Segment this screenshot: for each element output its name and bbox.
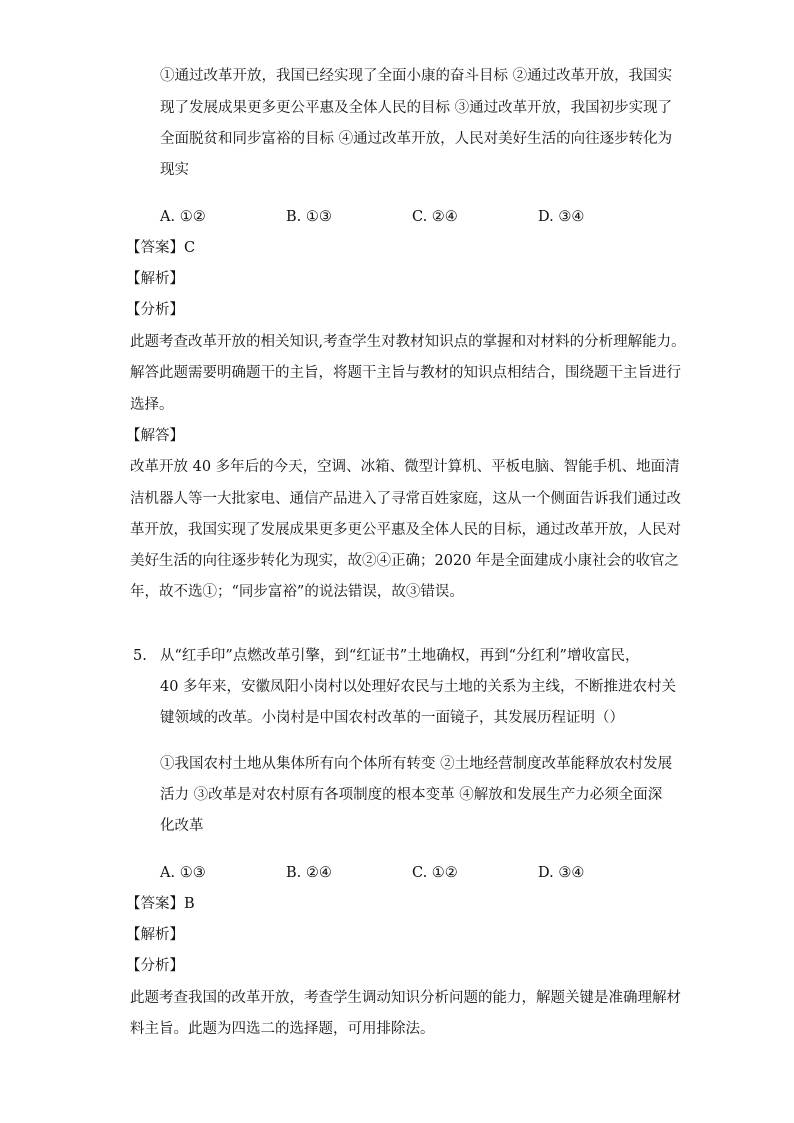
q4-jiexi-heading: 【解析】 [126,271,184,287]
q5-jiexi-heading: 【解析】 [126,927,184,943]
q4-analysis-line: 此题考查改革开放的相关知识,考查学生对教材知识点的掌握和对材料的分析理解能力。 [130,334,686,350]
q4-statement-line: ①通过改革开放，我国已经实现了全面小康的奋斗目标 ②通过改革开放，我国实 [160,68,673,84]
q4-statement-line: 现了发展成果更多更公平惠及全体人民的目标 ③通过改革开放，我国初步实现了 [160,100,673,116]
q4-option-b: B. ①③ [286,209,332,225]
q5-stem-line: 键领域的改革。小岗村是中国农村改革的一面镜子，其发展历程证明（） [160,710,624,726]
q5-statement-line: 活力 ③改革是对农村原有各项制度的根本变革 ④解放和发展生产力必须全面深 [160,787,663,803]
q4-option-c: C. ②④ [412,209,458,225]
q4-statement-line: 现实 [160,162,189,178]
q4-fenxi-heading: 【分析】 [126,302,184,318]
q4-analysis-line: 选择。 [130,397,174,413]
q4-statement-line: 全面脱贫和同步富裕的目标 ④通过改革开放，人民对美好生活的向往逐步转化为 [160,131,673,147]
q5-stem-line: 从“红手印”点燃改革引擎，到“红证书”土地确权，再到“分红利”增收富民， [160,648,640,664]
q4-solution-line: 美好生活的向往逐步转化为现实，故②④正确；2020 年是全面建成小康社会的收官之 [130,553,680,569]
q5-stem-line: 40 多年来，安徽凤阳小岗村以处理好农民与土地的关系为主线，不断推进农村关 [160,679,677,695]
q5-option-a: A. ①③ [160,865,206,881]
q5-statement-line: ①我国农村土地从集体所有向个体所有转变 ②土地经营制度改革能释放农村发展 [160,756,673,772]
q5-analysis-line: 料主旨。此题为四选二的选择题，可用排除法。 [130,1021,435,1037]
q5-analysis-line: 此题考查我国的改革开放，考查学生调动知识分析问题的能力，解题关键是准确理解材 [130,990,681,1006]
q4-solution-line: 年，故不选①；“同步富裕”的说法错误，故③错误。 [130,584,464,600]
q5-number: 5. [133,648,147,664]
q5-fenxi-heading: 【分析】 [126,958,184,974]
q4-solution-line: 革开放，我国实现了发展成果更多更公平惠及全体人民的目标，通过改革开放，人民对 [130,522,681,538]
q5-option-b: B. ②④ [286,865,332,881]
q5-answer: 【答案】B [126,896,195,912]
q4-analysis-line: 解答此题需要明确题干的主旨，将题干主旨与教材的知识点相结合，围绕题干主旨进行 [130,365,681,381]
q5-statement-line: 化改革 [160,818,204,834]
q4-answer: 【答案】C [126,240,196,256]
q4-jieda-heading: 【解答】 [126,428,184,444]
q4-solution-line: 洁机器人等一大批家电、通信产品进入了寻常百姓家庭，这从一个侧面告诉我们通过改 [130,491,681,507]
q4-solution-line: 改革开放 40 多年后的今天，空调、冰箱、微型计算机、平板电脑、智能手机、地面清 [130,459,680,475]
q4-option-d: D. ③④ [538,209,585,225]
q4-option-a: A. ①② [160,209,206,225]
q5-option-d: D. ③④ [538,865,585,881]
q5-option-c: C. ①② [412,865,458,881]
